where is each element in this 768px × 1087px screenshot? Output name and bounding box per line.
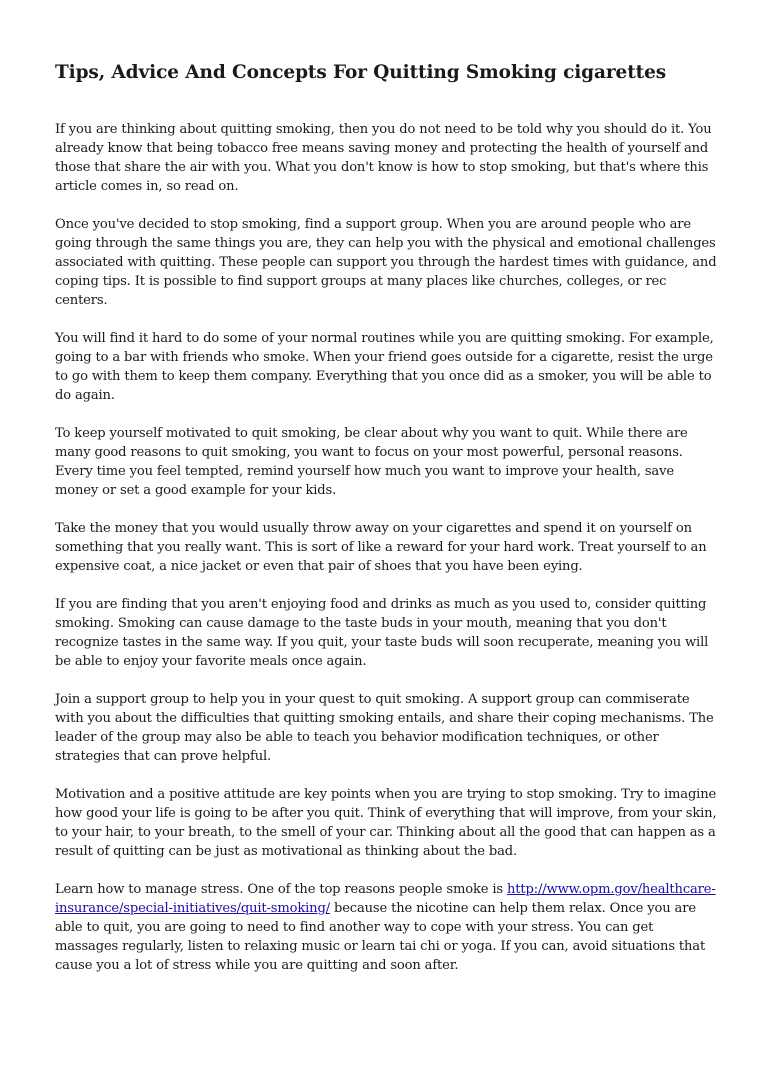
paragraph-3: You will find it hard to do some of your normal routines while you are quitting smoking. For example, going to a bar with friends who smoke. When your friend goes outside for a cigarette, resist the urge to go with them to keep them company. Everything that you once did as a smoker, you will be able to do again. <box>55 331 714 403</box>
paragraph-7: Join a support group to help you in your quest to quit smoking. A support group can commiserate with you about the difficulties that quitting smoking entails, and share their coping mechanisms. The leader of the group may also be able to teach you behavior modification techniques, or other strategies that can prove helpful. <box>55 692 714 764</box>
paragraph-6: If you are finding that you aren't enjoying food and drinks as much as you used to, consider quitting smoking. Smoking can cause damage to the taste buds in your mouth, meaning that you don't recognize tastes in the same way. If you quit, your taste buds will soon recuperate, meaning you will be able to enjoy your favorite meals once again. <box>55 597 709 669</box>
opm-quit-smoking-link[interactable]: http://www.opm.gov/healthcare-insurance/special-initiatives/quit-smoking/ <box>55 882 716 916</box>
document-title: Tips, Advice And Concepts For Quitting Smoking cigarettes <box>55 62 667 83</box>
paragraph-8: Motivation and a positive attitude are key points when you are trying to stop smoking. Try to imagine how good your life is going to be after you quit. Think of everything that will improve, from your skin, to your hair, to your breath, to the smell of your car. Thinking about all the good that can happen as a result of quitting can be just as motivational as thinking about the bad. <box>55 787 717 859</box>
paragraph-4: To keep yourself motivated to quit smoking, be clear about why you want to quit. While there are many good reasons to quit smoking, you want to focus on your most powerful, personal reasons. Every time you feel tempted, remind yourself how much you want to improve your health, save money or set a good example for your kids. <box>55 426 688 498</box>
paragraph-2: Once you've decided to stop smoking, find a support group. When you are around people who are going through the same things you are, they can help you with the physical and emotional challenges associated with quitting. These people can support you through the hardest times with guidance, and coping tips. It is possible to find support groups at many places like churches, colleges, or rec centers. <box>55 217 717 308</box>
document-page <box>55 60 717 994</box>
paragraph-5: Take the money that you would usually throw away on your cigarettes and spend it on yourself on something that you really want. This is sort of like a reward for your hard work. Treat yourself to an expensive coat, a nice jacket or even that pair of shoes that you have been eying. <box>55 521 707 574</box>
paragraph-9 <box>55 880 717 975</box>
paragraph-9-text-after-link: because the nicotine can help them relax. Once you are able to quit, you are going to need to find another way to cope with your stress. You can get massages regularly, listen to relaxing music or learn tai chi or yoga. If you can, avoid situations that cause you a lot of stress while you are quitting and soon after. <box>55 901 706 973</box>
paragraph-1: If you are thinking about quitting smoking, then you do not need to be told why you should do it. You already know that being tobacco free means saving money and protecting the health of yourself and those that share the air with you. What you don't know is how to stop smoking, but that's where this article comes in, so read on. <box>55 122 712 194</box>
paragraph-9-text-before-link: Learn how to manage stress. One of the top reasons people smoke is <box>55 882 507 897</box>
